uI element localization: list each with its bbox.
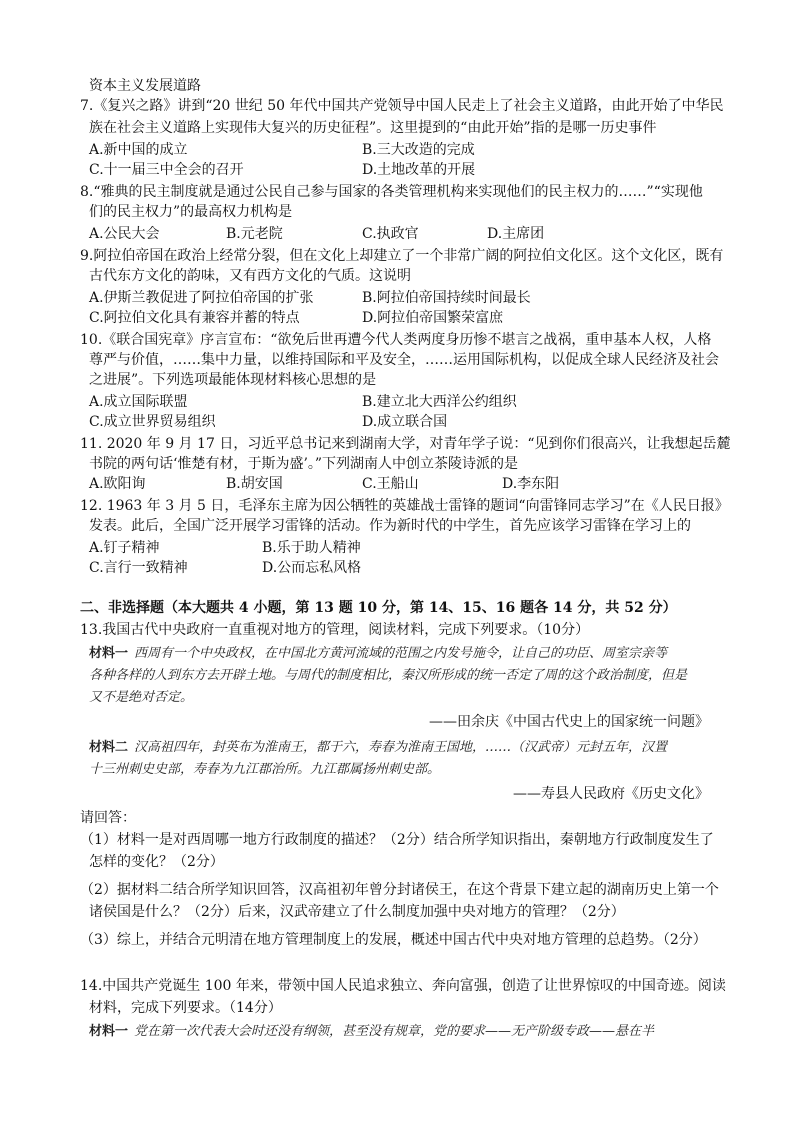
q9-stem-line1: 9.阿拉伯帝国在政治上经常分裂，但在文化上却建立了一个非常广阔的阿拉伯文化区。这个文化区，既有 (80, 248, 724, 264)
q13-material2-line2: 十三州刺史史部，寿春为九江郡治所。九江郡属扬州刺史部。 (89, 762, 441, 777)
q11-option-a: A.欧阳询 (89, 476, 146, 492)
q10-option-b: B.建立北大西洋公约组织 (362, 394, 517, 410)
q8-option-d: D.主席团 (487, 226, 545, 242)
q8-option-b: B.元老院 (226, 226, 283, 242)
q13-material1-label: 材料一 (89, 646, 129, 661)
q14-material1-line1 (89, 1022, 654, 1042)
q11-option-d: D.李东阳 (502, 476, 560, 492)
q8-option-c: C.执政官 (362, 226, 419, 242)
q13-material2-source: ——寿县人民政府《历史文化》 (513, 786, 709, 802)
q13-material2-line1 (89, 738, 667, 758)
q10-option-c: C.成立世界贸易组织 (89, 414, 216, 430)
q7-option-a: A.新中国的成立 (89, 142, 188, 158)
q6-tail: 资本主义发展道路 (89, 78, 201, 94)
q13-material1-line3: 又不是绝对否定。 (89, 690, 194, 705)
q7-option-d: D.土地改革的开展 (362, 162, 476, 178)
q13-subq3-line1: （3）综上，并结合元明清在地方管理制度上的发展，概述中国古代中央对地方管理的总趋势。（2分） (80, 932, 707, 948)
q12-option-d: D.公而忘私风格 (262, 560, 362, 576)
q13-material1-source: ——田余庆《中国古代史上的国家统一问题》 (429, 714, 709, 730)
q9-option-d: D.阿拉伯帝国繁荣富庶 (362, 310, 504, 326)
q13-subq2-line2: 诸侯国是什么？（2分）后来，汉武帝建立了什么制度加强中央对地方的管理？（2分） (89, 904, 625, 920)
q13-subq1-line1: （1）材料一是对西周哪一地方行政制度的描述？（2分）结合所学知识指出，秦朝地方行政制度发生了 (80, 832, 714, 848)
q14-stem-line1: 14.中国共产党诞生 100 年来，带领中国人民追求独立、奔向富强，创造了让世界惊叹的中国奇迹。阅读 (80, 978, 726, 994)
q7-option-c: C.十一届三中全会的召开 (89, 162, 244, 178)
q10-option-a: A.成立国际联盟 (89, 394, 188, 410)
q11-stem-line1: 11. 2020 年 9 月 17 日，习近平总书记来到湖南大学，对青年学子说：“见到你们很高兴，让我想起岳麓 (80, 436, 731, 452)
q13-material2-text1: 汉高祖四年，封英布为淮南王，都于六，寿春为淮南王国地，……（汉武帝）元封五年，汉置 (134, 740, 668, 755)
q13-material1-text1: 西周有一个中央政权，在中国北方黄河流域的范围之内发号施令，让自己的功臣、周室宗亲等 (134, 646, 668, 661)
q10-stem-line3: 之进展”。下列选项最能体现材料核心思想的是 (89, 372, 377, 388)
q12-stem-line1: 12. 1963 年 3 月 5 日，毛泽东主席为因公牺牲的英雄战士雷锋的题词“向雷锋同志学习”在《人民日报》 (80, 498, 729, 514)
q12-option-c: C.言行一致精神 (89, 560, 188, 576)
q11-option-c: C.王船山 (362, 476, 419, 492)
q14-material1-label: 材料一 (89, 1024, 129, 1039)
q10-stem-line2: 尊严与价值，……集中力量，以维持国际和平及安全，……运用国际机构，以促成全球人民经济及社会 (89, 352, 719, 368)
q7-stem-line1: 7.《复兴之路》讲到“20 世纪 50 年代中国共产党领导中国人民走上了社会主义道路，由此开始了中华民 (80, 98, 724, 114)
q12-option-b: B.乐于助人精神 (262, 540, 361, 556)
q14-stem-line2: 材料，完成下列要求。（14分） (89, 1000, 282, 1016)
q10-option-d: D.成立联合国 (362, 414, 448, 430)
q13-subq2-line1: （2）据材料二结合所学知识回答，汉高祖初年曾分封诸侯王，在这个背景下建立起的湖南历史上第一个 (80, 882, 719, 898)
q9-stem-line2: 古代东方文化的韵味，又有西方文化的气质。这说明 (89, 268, 411, 284)
q11-stem-line2: 书院的两句话‘惟楚有材，于斯为盛’。”下列湖南人中创立茶陵诗派的是 (89, 456, 519, 472)
q14-material1-text1: 党在第一次代表大会时还没有纲领，甚至没有规章，党的要求——无产阶级专政——悬在半 (134, 1024, 655, 1039)
section-heading: 二、非选择题（本大题共 4 小题，第 13 题 10 分，第 14、15、16 题各 14 分，共 52 分） (80, 600, 677, 616)
q9-option-b: B.阿拉伯帝国持续时间最长 (362, 290, 531, 306)
q7-option-b: B.三大改造的完成 (362, 142, 475, 158)
q13-material1-line1 (89, 644, 667, 664)
q10-stem-line1: 10.《联合国宪章》序言宣布：“欲免后世再遭今代人类两度身历惨不堪言之战祸，重申基本人权，人格 (80, 332, 712, 348)
q7-stem-line2: 族在社会主义道路上实现伟大复兴的历史征程”。这里提到的“由此开始”指的是哪一历史事件 (89, 120, 657, 136)
q13-stem: 13.我国古代中央政府一直重视对地方的管理，阅读材料，完成下列要求。（10分） (80, 622, 590, 638)
q8-stem-line2: 们的民主权力”的最高权力机构是 (89, 204, 293, 220)
q13-material2-label: 材料二 (89, 740, 129, 755)
q13-material1-line2: 各种各样的人到东方去开辟土地。与周代的制度相比，秦汉所形成的统一否定了周的这个政治制度，但是 (89, 668, 688, 683)
q12-stem-line2: 发表。此后，全国广泛开展学习雷锋的活动。作为新时代的中学生，首先应该学习雷锋在学习上的 (89, 518, 691, 534)
q11-option-b: B.胡安国 (226, 476, 283, 492)
q13-subq1-line2: 怎样的变化？（2分） (89, 854, 224, 870)
q13-ask: 请回答： (80, 810, 136, 826)
q9-option-a: A.伊斯兰教促进了阿拉伯帝国的扩张 (89, 290, 314, 306)
q8-option-a: A.公民大会 (89, 226, 160, 242)
q8-stem-line1: 8.“雅典的民主制度就是通过公民自己参与国家的各类管理机构来实现他们的民主权力的……”“实现他 (80, 184, 703, 200)
q9-option-c: C.阿拉伯文化具有兼容并蓄的特点 (89, 310, 300, 326)
q12-option-a: A.钉子精神 (89, 540, 160, 556)
